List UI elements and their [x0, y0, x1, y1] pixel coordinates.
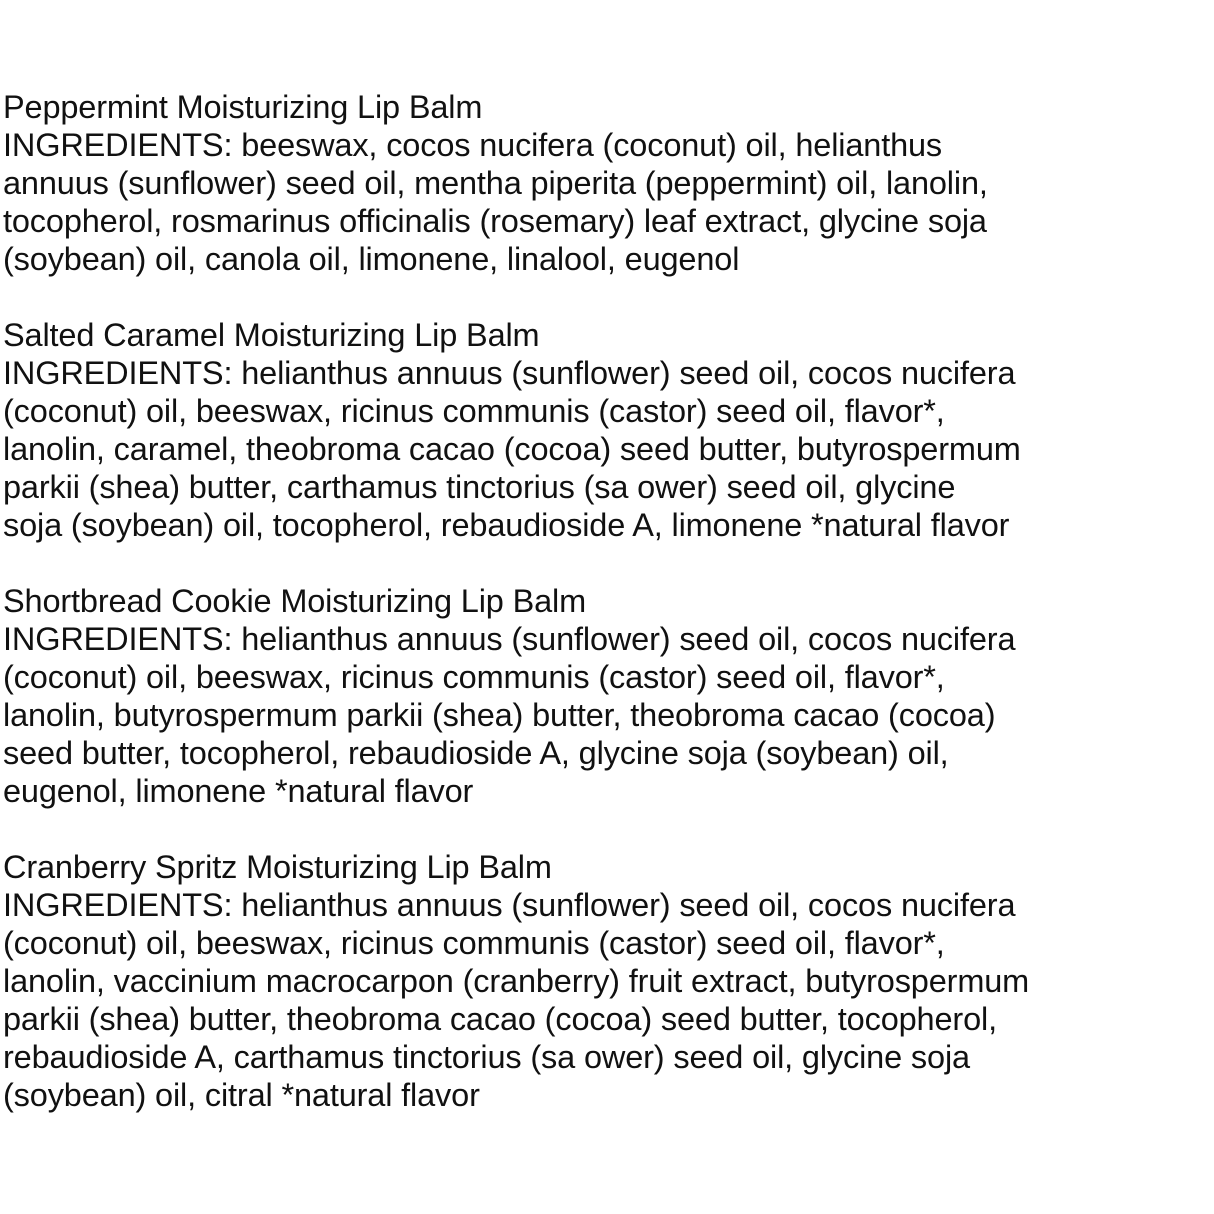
- ingredients-line: seed butter, tocopherol, rebaudioside A, glycine soja (soybean) oil,: [3, 735, 949, 771]
- ingredients-line: eugenol, limonene *natural flavor: [3, 773, 474, 809]
- ingredients-line: INGREDIENTS: helianthus annuus (sunflower) seed oil, cocos nucifera: [3, 355, 1016, 391]
- ingredients-line: rebaudioside A, carthamus tinctorius (sa ower) seed oil, glycine soja: [3, 1039, 970, 1075]
- product-shortbread-cookie: [3, 582, 1212, 810]
- product-peppermint: [3, 88, 1212, 278]
- product-name: Cranberry Spritz Moisturizing Lip Balm: [3, 849, 552, 885]
- ingredients-line: tocopherol, rosmarinus officinalis (rosemary) leaf extract, glycine soja: [3, 203, 987, 239]
- ingredients-line: parkii (shea) butter, theobroma cacao (cocoa) seed butter, tocopherol,: [3, 1001, 997, 1037]
- product-salted-caramel: [3, 316, 1212, 544]
- ingredients-line: soja (soybean) oil, tocopherol, rebaudioside A, limonene *natural flavor: [3, 507, 1010, 543]
- ingredients-line: annuus (sunflower) seed oil, mentha piperita (peppermint) oil, lanolin,: [3, 165, 988, 201]
- ingredients-line: lanolin, vaccinium macrocarpon (cranberry) fruit extract, butyrospermum: [3, 963, 1030, 999]
- ingredients-line: (soybean) oil, citral *natural flavor: [3, 1077, 480, 1113]
- ingredients-line: INGREDIENTS: helianthus annuus (sunflower) seed oil, cocos nucifera: [3, 887, 1016, 923]
- product-name: Peppermint Moisturizing Lip Balm: [3, 89, 483, 125]
- ingredients-document: [3, 88, 1212, 1152]
- ingredients-line: (coconut) oil, beeswax, ricinus communis (castor) seed oil, flavor*,: [3, 393, 945, 429]
- product-cranberry-spritz: [3, 848, 1212, 1114]
- ingredients-line: parkii (shea) butter, carthamus tinctorius (sa ower) seed oil, glycine: [3, 469, 956, 505]
- ingredients-line: lanolin, butyrospermum parkii (shea) butter, theobroma cacao (cocoa): [3, 697, 996, 733]
- ingredients-line: (soybean) oil, canola oil, limonene, linalool, eugenol: [3, 241, 740, 277]
- ingredients-line: (coconut) oil, beeswax, ricinus communis (castor) seed oil, flavor*,: [3, 659, 945, 695]
- product-name: Shortbread Cookie Moisturizing Lip Balm: [3, 583, 587, 619]
- ingredients-line: INGREDIENTS: helianthus annuus (sunflower) seed oil, cocos nucifera: [3, 621, 1016, 657]
- ingredients-line: INGREDIENTS: beeswax, cocos nucifera (coconut) oil, helianthus: [3, 127, 943, 163]
- ingredients-line: (coconut) oil, beeswax, ricinus communis (castor) seed oil, flavor*,: [3, 925, 945, 961]
- product-name: Salted Caramel Moisturizing Lip Balm: [3, 317, 540, 353]
- ingredients-line: lanolin, caramel, theobroma cacao (cocoa) seed butter, butyrospermum: [3, 431, 1021, 467]
